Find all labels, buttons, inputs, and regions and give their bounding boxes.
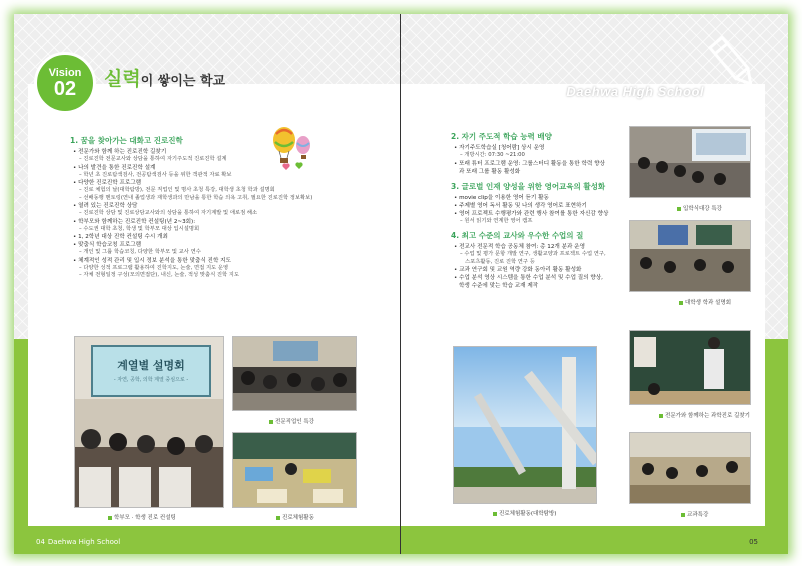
caption-university-briefing: 대학생 학과 설명회 [679, 298, 731, 306]
caption-university-tour: 진로체험활동(대학탐방) [493, 509, 556, 517]
list-item: • movie clip을 이용한 영어 듣기 활동 [454, 194, 549, 201]
photo-lecture-hall [629, 126, 751, 198]
list-item: • 수업 분석 영상 시스템을 통한 수업 분석 및 수업 질의 향상, 학생 수준에 맞는 학습 교재 제작 [454, 275, 603, 289]
list-subitem: – 개인 및 그룹 학습코칭, 다양한 학부모 및 교사 연수 [79, 249, 201, 255]
list-item: • 맞춤식 학습코칭 프로그램 [73, 242, 142, 248]
list-item: • 주제별 영어 독서 활동 및 나의 생각 영어로 표현하기 [454, 202, 587, 209]
list-subitem: – 진로진학 전문교사와 상담을 통하여 자기주도적 진로진학 설계 [79, 156, 227, 162]
caption-consulting: 학부모 · 학생 진로 컨설팅 [108, 513, 176, 521]
page-number-left [36, 538, 120, 546]
title-rest: 이 쌓이는 학교 [140, 74, 226, 89]
list-subitem: – 진로 체험의 날(대학탐방), 전문 직업인 및 명사 초청 특강, 대학생 초청 학과 설명회 [79, 187, 275, 193]
list-item: • 또래 튜터 프로그램 운영: 그룹스터디 활동을 통한 학력 향상과 또래 그룹 활동 활성화 [454, 160, 605, 175]
list-item: • 나의 발견을 통한 진로진학 설계 [73, 164, 156, 171]
left-page [14, 14, 401, 554]
photo-classroom-presentation [629, 220, 751, 292]
caption-subject-lecture: 교과특강 [681, 510, 708, 518]
list-subitem: – 개방시간: 07:30 ~21:00 [460, 152, 525, 158]
photo-career-activity [232, 432, 357, 508]
photo-briefing-session [74, 336, 224, 508]
briefing-sign [91, 345, 211, 397]
list-item: • 자기주도학습실 [청어람] 상시 운영 [454, 145, 545, 151]
caption-career-experience: 진로체험활동 [276, 513, 314, 521]
list-item: • 교과 연구회 및 교원 역량 강화 동아리 활동 활성화 [454, 267, 582, 273]
briefing-sign-title: 계열별 설명회 [117, 359, 185, 372]
page-number-left-value: 04 [36, 538, 45, 546]
caption-expert-lecture: 전문직업인 특강 [269, 417, 314, 425]
list-item: • 학부모와 함께하는 진로진학 컨설팅(년 2~3회): [73, 218, 196, 225]
caption-science-career: 전문가와 함께하는 과학진로 길찾기 [659, 411, 750, 419]
right-text-block [451, 132, 609, 296]
list-item: • 전문가와 함께 하는 진로진학 길찾기 [73, 149, 167, 155]
section-title: 2. 자기 주도적 학습 능력 배양 [451, 132, 552, 141]
section-block [451, 231, 609, 290]
list-subitem: – 다양한 성적 프로그램 활용하여 진학지도, 논술, 면접 지도 운영 [79, 264, 229, 271]
list-subitem: – 학년 초 진로탐색검사, 전공탐색검사 등을 위한 객관적 자료 확보 [79, 171, 232, 178]
list-item: • 열려 있는 진로진학 상담 [73, 203, 138, 209]
photo-lecture [232, 336, 357, 411]
list-item: • 다양한 진로진학 프로그램 [73, 180, 142, 186]
section-title: 3. 글로벌 인재 양성을 위한 영어교육의 활성화 [451, 181, 606, 191]
section-block [451, 132, 609, 176]
list-subitem: – 원서 읽기와 연계한 영어 캠프 [460, 217, 533, 224]
section-title: 4. 최고 수준의 교사와 우수한 수업의 질 [451, 231, 584, 240]
section-1-list [70, 148, 370, 280]
photo-campus-gate [453, 346, 597, 504]
list-subitem: – 자체 전형일정 구성(모의면접단), 내신, 논술, 적성 맞춤식 진학 지도 [79, 272, 240, 278]
list-subitem: – 수도권 대학 초청, 학생 및 학부모 대상 입시설명회 [79, 225, 200, 232]
section-1-title: 1. 꿈을 찾아가는 대화고 진로진학 [70, 136, 183, 145]
pencil-icon [704, 34, 764, 94]
booklet-spread [14, 14, 788, 554]
vision-label: Vision [48, 67, 82, 79]
vision-number: 02 [53, 78, 77, 100]
briefing-sign-subtitle: - 자연, 공학, 의학 계열 중심으로 - [113, 377, 189, 383]
left-text-block [70, 136, 370, 280]
right-page [401, 14, 788, 554]
photo-subject-lecture [629, 432, 751, 504]
list-item: • 전교사 전문적 학습 공동체 참여: 총 12개 분과 운영 [454, 244, 585, 250]
vision-badge [34, 52, 96, 114]
page-title [104, 64, 225, 91]
list-item: • 영어 프로젝트 수행평가와 관련 행사 참여를 통한 자신감 향상 [454, 210, 609, 217]
section-block [451, 182, 609, 226]
list-item: • 1, 2학년 대상 진학 컨설팅 수시 개최 [73, 234, 168, 240]
caption-entrance-lecture: 입학식대강 특강 [677, 204, 722, 212]
list-subitem: – 수업 및 평가 문항 개발 연구, 생활교양과 프로젝트 수업 연구, 스포츠활동, 진로 진학 연구 등 [460, 251, 606, 265]
photo-science-career [629, 330, 751, 405]
footer-school-name: Daehwa High School [47, 538, 121, 546]
list-subitem: – 선배동행 멘토링(연내 졸업생과 재학생과의 만남을 통한 학습 의욕 고취, 필요한 진로진학 정보확보) [79, 194, 313, 201]
page-number-right: 05 [749, 538, 758, 546]
school-name-header: Daehwa High School [566, 84, 704, 99]
title-highlight: 실력 [104, 68, 141, 90]
list-item: • 체계적인 성적 관리 및 입시 정보 분석을 통한 맞춤식 진학 지도 [73, 257, 231, 264]
list-subitem: – 진로진학 상담 및 진로상담교사와의 상담을 통하여 자기계발 및 애로점 해소 [79, 210, 258, 216]
